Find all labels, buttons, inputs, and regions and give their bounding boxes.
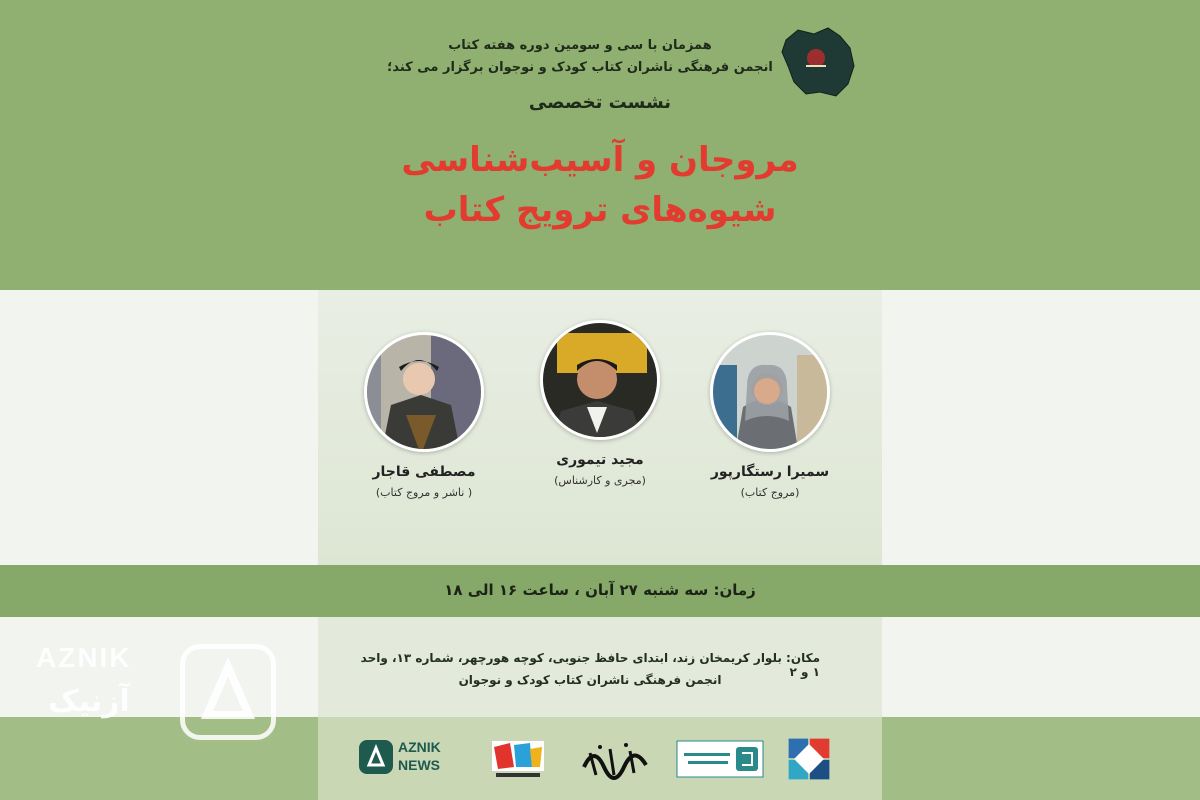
publishers-association-logo-icon [676, 737, 764, 781]
event-organizer: انجمن فرهنگی ناشران کتاب کودک و نوجوان [458, 673, 722, 687]
event-address: مکان: بلوار کریمخان زند، ابتدای حافظ جنوبی، کوچه هورچهر، شماره ۱۳، واحد ۱ و ۲ [360, 651, 820, 679]
speaker-photo [540, 320, 660, 440]
publisher-logo-icon [490, 737, 546, 781]
speakers-band [0, 290, 1200, 565]
watermark-fa-text: آزنیک [48, 684, 130, 719]
speaker-card [690, 332, 850, 499]
speaker-card [520, 320, 680, 487]
speaker-role: (مجری و کارشناس) [554, 474, 646, 487]
speaker-role: ( ناشر و مروج کتاب) [375, 486, 473, 499]
speaker-name: سمیرا رستگارپور [710, 464, 830, 480]
aznik-logo-top-text: AZNIK [398, 739, 441, 755]
header-line-2: انجمن فرهنگی ناشران کتاب کودک و نوجوان برگزار می کند؛ [387, 60, 773, 75]
iran-map-logo-icon [776, 22, 860, 102]
header-line-1: همزمان با سی و سومین دوره هفته کتاب [448, 38, 712, 53]
header-section [0, 0, 1200, 290]
aznik-watermark [20, 640, 280, 750]
time-bar [0, 565, 1200, 617]
event-title-line-1: مروجان و آسیب‌شناسی [401, 140, 799, 180]
watermark-en-text: AZNIK [36, 642, 132, 673]
aznik-news-logo [358, 737, 458, 781]
event-time: زمان: سه شنبه ۲۷ آبان ، ساعت ۱۶ الی ۱۸ [444, 581, 756, 599]
event-subtitle: نشست تخصصی [528, 92, 672, 113]
speaker-photo [364, 332, 484, 452]
event-title-line-2: شیوه‌های ترویج کتاب [423, 190, 777, 230]
speaker-card [344, 332, 504, 499]
speaker-role: (مروج کتاب) [740, 486, 800, 499]
aznik-logo-bottom-text: NEWS [398, 757, 440, 773]
children-book-council-logo-icon [782, 737, 836, 781]
speaker-name: مجید تیموری [556, 452, 644, 468]
speaker-photo [710, 332, 830, 452]
aznik-play-icon [358, 739, 394, 775]
speaker-name: مصطفی قاجار [372, 464, 476, 480]
book-week-calligraphy-logo-icon [580, 737, 652, 781]
watermark-play-icon [180, 644, 276, 740]
